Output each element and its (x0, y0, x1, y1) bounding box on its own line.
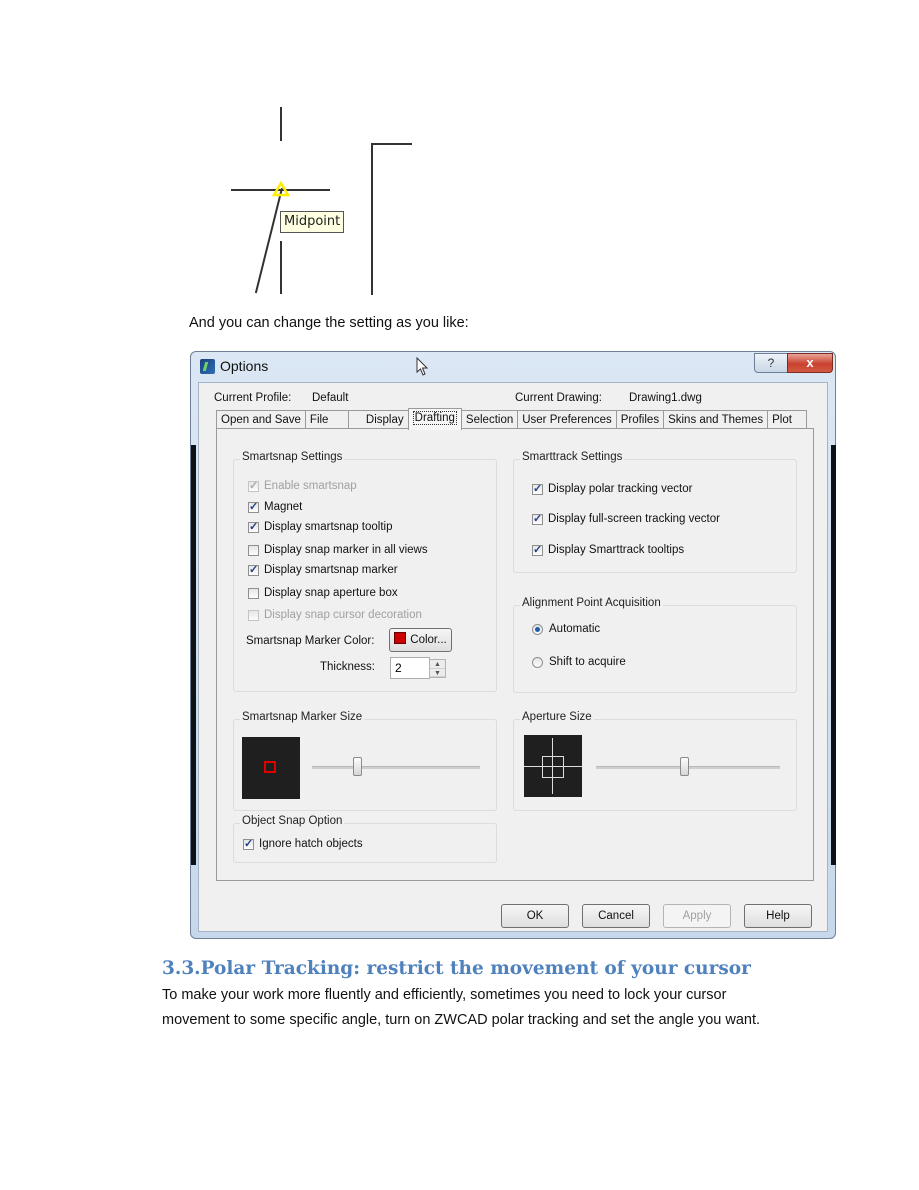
stepper-down-icon[interactable]: ▼ (430, 669, 445, 678)
checkbox-label: Enable smartsnap (264, 480, 357, 492)
checkbox-box (532, 514, 543, 525)
tab-label: Display (365, 414, 404, 426)
checkbox-box (532, 545, 543, 556)
ignore-hatch-objects-checkbox[interactable] (243, 838, 363, 850)
checkbox-label: Display smartsnap marker (264, 564, 398, 576)
alignment-point-acquisition-group (513, 597, 797, 693)
radio-dot (532, 657, 543, 668)
marker-color-label: Smartsnap Marker Color: (246, 635, 375, 647)
display-smartsnap-marker-checkbox[interactable] (248, 564, 398, 576)
tab-label: Selection (465, 414, 514, 426)
marker-size-group (233, 711, 497, 811)
tab-profiles[interactable] (616, 410, 664, 429)
tab-drafting[interactable] (408, 408, 462, 430)
checkbox-box (248, 565, 259, 576)
group-title: Smarttrack Settings (522, 451, 623, 463)
ok-button[interactable]: OK (501, 904, 569, 928)
midpoint-marker-icon (272, 181, 290, 197)
group-title: Alignment Point Acquisition (522, 597, 661, 609)
tab-label: User Preferences (522, 414, 612, 426)
tab-skins-and-themes[interactable] (663, 410, 768, 429)
tab-open-and-save[interactable] (216, 410, 306, 429)
checkbox-label: Display snap aperture box (264, 587, 398, 599)
aperture-size-group (513, 711, 797, 811)
group-title: Object Snap Option (242, 815, 343, 827)
display-snap-cursor-decoration-checkbox[interactable] (248, 609, 422, 621)
options-tabs (216, 408, 806, 428)
smartsnap-settings-group (233, 451, 497, 692)
magnet-checkbox[interactable] (248, 501, 302, 513)
aperture-size-slider-thumb[interactable] (680, 757, 689, 776)
cad-rect-horizontal (371, 143, 412, 145)
display-full-screen-tracking-vector-checkbox[interactable] (532, 513, 720, 525)
body-text-line-2: movement to some specific angle, turn on ZWCAD polar tracking and set the angle you want. (162, 1012, 761, 1028)
dialog-frame-shadow-left (191, 445, 196, 865)
group-title: Aperture Size (522, 711, 592, 723)
current-drawing-label: Current Drawing: (515, 392, 602, 404)
aperture-box-icon (542, 756, 564, 778)
checkbox-label: Display snap cursor decoration (264, 609, 422, 621)
smarttrack-settings-group (513, 451, 797, 573)
current-profile-label: Current Profile: (214, 392, 292, 404)
current-profile-value: Default (312, 392, 349, 404)
marker-size-preview (242, 737, 300, 799)
checkbox-box (243, 839, 254, 850)
checkbox-label: Display full-screen tracking vector (548, 513, 720, 525)
dialog-title: Options (220, 358, 269, 374)
radio-dot (532, 624, 543, 635)
color-swatch-icon (394, 632, 406, 644)
app-icon (200, 359, 215, 374)
display-smarttrack-tooltips-checkbox[interactable] (532, 544, 684, 556)
aperture-size-preview (524, 735, 582, 797)
dialog-frame-shadow-right (831, 445, 836, 865)
display-smartsnap-tooltip-checkbox[interactable] (248, 521, 392, 533)
section-heading: 3.3.Polar Tracking: restrict the movement of your cursor (162, 958, 751, 979)
tab-selection[interactable] (461, 410, 518, 429)
display-snap-marker-all-views-checkbox[interactable] (248, 544, 428, 556)
color-button[interactable] (389, 628, 452, 652)
midpoint-tooltip: Midpoint (280, 211, 344, 233)
radio-label: Automatic (549, 623, 601, 635)
current-drawing-value: Drawing1.dwg (629, 392, 702, 404)
object-snap-option-group (233, 815, 497, 863)
body-text-line-1: To make your work more fluently and efficiently, sometimes you need to lock your cursor (162, 987, 727, 1003)
options-dialog (190, 351, 836, 939)
marker-square-icon (264, 761, 276, 773)
marker-size-slider-track[interactable] (312, 766, 480, 769)
tab-label: Drafting (414, 412, 455, 424)
tab-label: File (309, 414, 329, 426)
mouse-cursor-icon (416, 357, 430, 377)
cad-diagonal-line (255, 188, 283, 293)
tab-file[interactable] (305, 410, 349, 429)
tab-plot[interactable] (767, 410, 807, 429)
checkbox-box (248, 545, 259, 556)
stepper-up-icon[interactable]: ▲ (430, 660, 445, 669)
checkbox-label: Display snap marker in all views (264, 544, 428, 556)
checkbox-label: Ignore hatch objects (259, 838, 363, 850)
dialog-client-area (198, 382, 828, 932)
checkbox-box (248, 502, 259, 513)
marker-size-slider-thumb[interactable] (353, 757, 362, 776)
checkbox-label: Magnet (264, 501, 303, 513)
cad-rect-vertical (371, 143, 373, 295)
checkbox-box (248, 522, 259, 533)
cancel-button[interactable]: Cancel (582, 904, 650, 928)
tab-user-preferences[interactable] (517, 410, 616, 429)
cad-vertical-line-bottom (280, 241, 282, 294)
checkbox-label: Display smartsnap tooltip (264, 521, 393, 533)
close-button[interactable]: x (787, 353, 833, 373)
radio-label: Shift to acquire (549, 656, 626, 668)
automatic-radio[interactable] (532, 623, 600, 635)
group-title: Smartsnap Settings (242, 451, 343, 463)
group-title: Smartsnap Marker Size (242, 711, 363, 723)
tab-label: Profiles (620, 414, 660, 426)
intro-text: And you can change the setting as you like: (189, 315, 469, 331)
checkbox-box (248, 588, 259, 599)
dialog-titlebar[interactable] (191, 352, 835, 382)
checkbox-box (532, 484, 543, 495)
color-button-label: Color... (410, 634, 447, 646)
display-polar-tracking-vector-checkbox[interactable] (532, 483, 692, 495)
help-button[interactable]: Help (744, 904, 812, 928)
thickness-input[interactable]: 2 (390, 657, 430, 679)
tab-label: Open and Save (221, 414, 301, 426)
thickness-label: Thickness: (320, 661, 375, 673)
checkbox-label: Display Smarttrack tooltips (548, 544, 685, 556)
checkbox-label: Display polar tracking vector (548, 483, 693, 495)
enable-smartsnap-checkbox[interactable] (248, 480, 357, 492)
tab-label: Skins and Themes (668, 414, 764, 426)
display-snap-aperture-box-checkbox[interactable] (248, 587, 398, 599)
cad-vertical-line-top (280, 107, 282, 141)
shift-to-acquire-radio[interactable] (532, 656, 626, 668)
apply-button[interactable]: Apply (663, 904, 731, 928)
checkbox-box (248, 481, 259, 492)
tab-label: Plot (772, 414, 792, 426)
drafting-tab-panel (216, 428, 814, 881)
tab-display[interactable] (348, 410, 409, 429)
thickness-stepper[interactable] (429, 659, 446, 678)
checkbox-box (248, 610, 259, 621)
help-title-button[interactable]: ? (754, 353, 788, 373)
